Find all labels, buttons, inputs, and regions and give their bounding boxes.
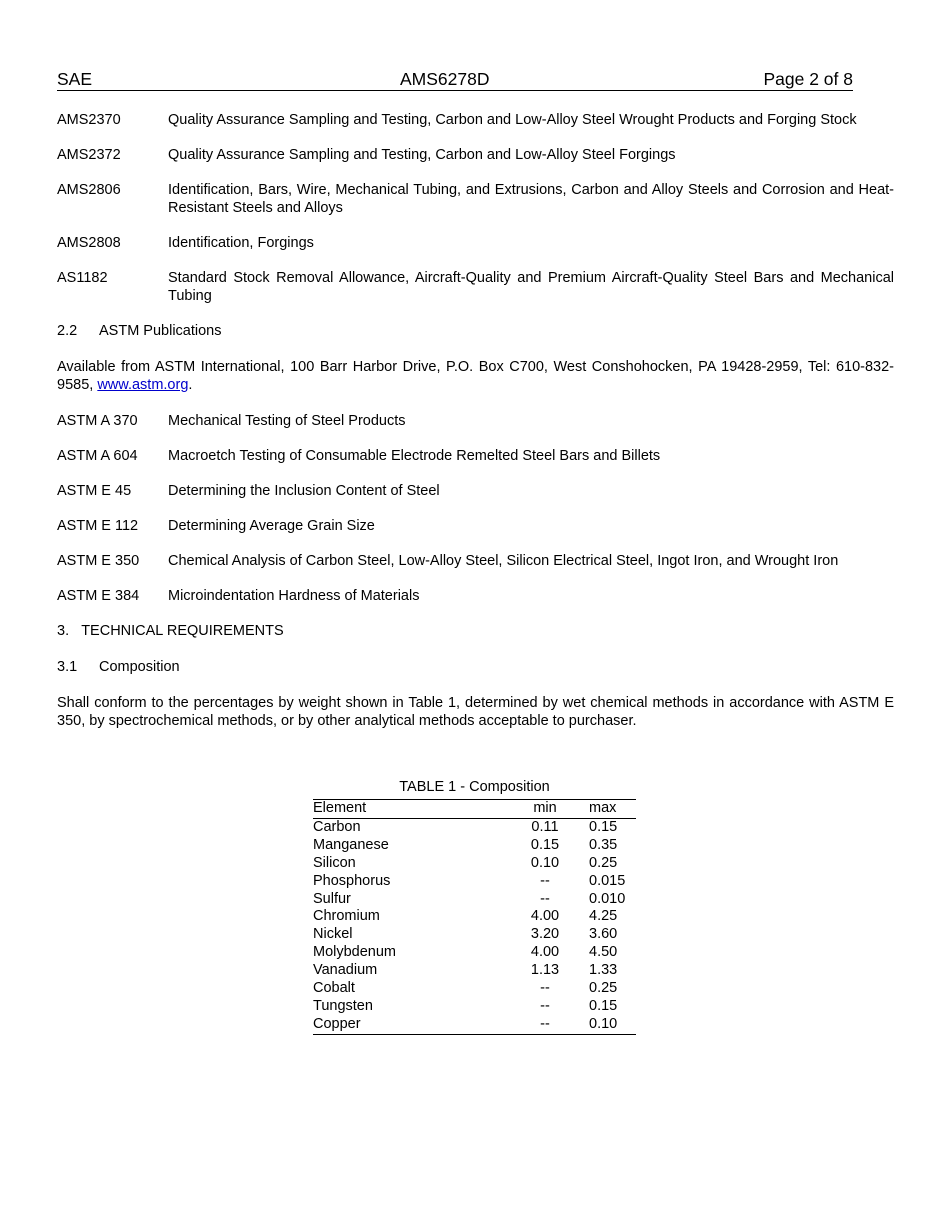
cell-max: 3.60 xyxy=(589,926,618,943)
table-title: TABLE 1 - Composition xyxy=(399,779,550,795)
reference-item xyxy=(57,517,894,535)
reference-item xyxy=(57,269,894,305)
reference-code: AMS2370 xyxy=(57,112,121,128)
availability-suffix: . xyxy=(188,377,193,393)
cell-element: Manganese xyxy=(313,836,389,853)
reference-title: Determining the Inclusion Content of Steel xyxy=(168,483,440,499)
column-header-min: min xyxy=(521,800,569,819)
cell-max: 4.50 xyxy=(589,944,618,961)
reference-code: ASTM E 350 xyxy=(57,553,140,569)
cell-max: 0.010 xyxy=(589,890,626,907)
reference-item xyxy=(57,234,894,252)
reference-title: Mechanical Testing of Steel Products xyxy=(168,413,406,429)
section-title: Composition xyxy=(99,659,180,675)
table-row xyxy=(313,926,636,944)
composition-table-block xyxy=(313,778,636,1035)
table-row xyxy=(313,908,636,926)
column-header-max: max xyxy=(569,800,636,819)
reference-title: Macroetch Testing of Consumable Electrode Remelted Steel Bars and Billets xyxy=(168,448,661,464)
cell-min: 0.15 xyxy=(530,836,560,853)
table-row xyxy=(313,873,636,891)
reference-code: ASTM A 370 xyxy=(57,413,138,429)
cell-max: 4.25 xyxy=(589,908,618,925)
cell-element: Carbon xyxy=(313,818,361,835)
cell-max: 1.33 xyxy=(589,962,618,979)
cell-min: -- xyxy=(521,1016,569,1034)
cell-max: 0.10 xyxy=(569,1016,636,1034)
cell-min: -- xyxy=(540,872,550,889)
reference-title: Quality Assurance Sampling and Testing, Carbon and Low-Alloy Steel Wrought Products and Forging Stock xyxy=(168,112,857,128)
reference-code: ASTM E 45 xyxy=(57,483,132,499)
reference-code: AMS2806 xyxy=(57,182,121,198)
table-row xyxy=(313,1016,636,1034)
reference-code: AMS2808 xyxy=(57,235,121,251)
reference-title: Determining Average Grain Size xyxy=(168,518,375,534)
section-heading-composition xyxy=(57,658,894,676)
header-org: SAE xyxy=(57,69,93,89)
column-header-element: Element xyxy=(313,800,521,819)
cell-min: 4.00 xyxy=(530,908,560,925)
cell-max: 0.35 xyxy=(589,836,618,853)
section-heading-technical xyxy=(57,622,894,640)
reference-item xyxy=(57,587,894,605)
cell-max: 0.25 xyxy=(589,854,618,871)
table-row xyxy=(313,837,636,855)
table-row xyxy=(313,962,636,980)
table-row xyxy=(313,855,636,873)
astm-availability-paragraph xyxy=(57,358,894,394)
table-row xyxy=(313,980,636,998)
composition-paragraph: Shall conform to the percentages by weight shown in Table 1, determined by wet chemical methods in accordance with ASTM E 350, by spectrochemical methods, or by other analytical methods acceptable to purchaser. xyxy=(57,695,894,729)
reference-title: Microindentation Hardness of Materials xyxy=(168,588,420,604)
table-row xyxy=(313,998,636,1016)
reference-code: AMS2372 xyxy=(57,147,121,163)
cell-min: 1.13 xyxy=(530,962,560,979)
page-header xyxy=(57,68,853,91)
composition-table xyxy=(313,799,636,1035)
cell-element: Chromium xyxy=(313,908,380,925)
reference-item xyxy=(57,146,894,164)
header-doc-number: AMS6278D xyxy=(400,69,490,89)
cell-element: Copper xyxy=(313,1016,521,1034)
header-page-number: Page 2 of 8 xyxy=(763,69,853,89)
cell-max: 0.15 xyxy=(589,997,618,1014)
document-body xyxy=(57,111,894,748)
cell-min: 4.00 xyxy=(530,944,560,961)
reference-title: Identification, Forgings xyxy=(168,235,314,251)
reference-title: Identification, Bars, Wire, Mechanical Tubing, and Extrusions, Carbon and Alloy Steels and Corrosion and Heat-Resistant Steels and Alloys xyxy=(168,182,894,216)
reference-item xyxy=(57,482,894,500)
cell-element: Molybdenum xyxy=(313,944,397,961)
section-number: 2.2 xyxy=(57,323,78,339)
cell-element: Sulfur xyxy=(313,890,351,907)
astm-website-link[interactable]: www.astm.org xyxy=(97,377,189,393)
section-title: ASTM Publications xyxy=(99,323,222,339)
cell-max: 0.15 xyxy=(589,818,618,835)
cell-min: 0.10 xyxy=(530,854,560,871)
section-number: 3. xyxy=(57,623,70,639)
reference-item xyxy=(57,111,894,129)
cell-min: -- xyxy=(540,980,550,997)
cell-min: -- xyxy=(540,890,550,907)
section-number: 3.1 xyxy=(57,659,78,675)
reference-title: Quality Assurance Sampling and Testing, Carbon and Low-Alloy Steel Forgings xyxy=(168,147,676,163)
cell-min: 3.20 xyxy=(530,926,560,943)
cell-element: Phosphorus xyxy=(313,872,391,889)
cell-element: Nickel xyxy=(313,926,353,943)
astm-reference-list xyxy=(57,412,894,605)
table-row xyxy=(313,818,636,836)
cell-min: -- xyxy=(540,997,550,1014)
cell-element: Vanadium xyxy=(313,962,378,979)
cell-element: Silicon xyxy=(313,854,356,871)
cell-max: 0.015 xyxy=(589,872,626,889)
reference-item xyxy=(57,447,894,465)
cell-element: Tungsten xyxy=(313,997,373,1014)
reference-code: ASTM E 384 xyxy=(57,588,140,604)
reference-item xyxy=(57,181,894,217)
table-header-row xyxy=(313,800,636,819)
cell-max: 0.25 xyxy=(589,980,618,997)
cell-min: 0.11 xyxy=(531,818,559,835)
reference-code: AS1182 xyxy=(57,270,108,286)
reference-item xyxy=(57,412,894,430)
reference-title: Chemical Analysis of Carbon Steel, Low-Alloy Steel, Silicon Electrical Steel, Ingot Iron, and Wrought Iron xyxy=(168,553,839,569)
section-heading-astm xyxy=(57,322,894,340)
cell-element: Cobalt xyxy=(313,980,355,997)
reference-code: ASTM A 604 xyxy=(57,448,138,464)
table-row xyxy=(313,944,636,962)
sae-reference-list xyxy=(57,111,894,305)
reference-code: ASTM E 112 xyxy=(57,518,139,534)
availability-text: Available from ASTM International, 100 Barr Harbor Drive, P.O. Box C700, West Conshohocken, PA 19428-2959, Tel: 610-832-9585, xyxy=(57,359,894,393)
section-title: TECHNICAL REQUIREMENTS xyxy=(81,623,284,639)
reference-item xyxy=(57,552,894,570)
reference-title: Standard Stock Removal Allowance, Aircraft-Quality and Premium Aircraft-Quality Steel Bars and Mechanical Tubing xyxy=(168,270,894,304)
table-row xyxy=(313,891,636,909)
